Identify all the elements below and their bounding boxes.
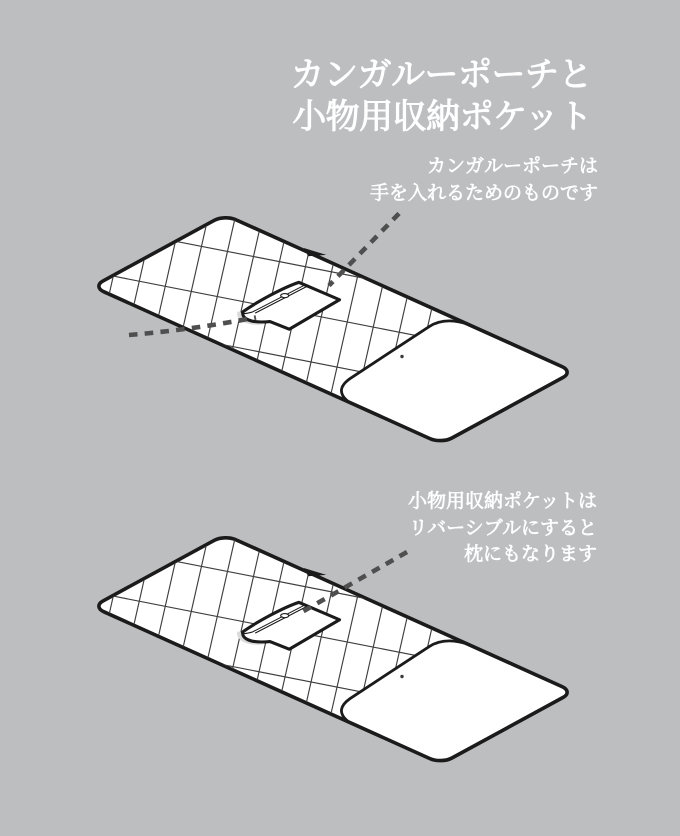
note-kangaroo-pouch-line1: カンガルーポーチは [426, 156, 598, 177]
page-title-line1: カンガルーポーチと [290, 56, 592, 94]
note-storage-pocket-line1: 小物用収納ポケットは [407, 491, 597, 512]
note-storage-pocket-line3: 枕にもなります [463, 544, 597, 565]
note-kangaroo-pouch-line2: 手を入れるためのものです [369, 182, 598, 204]
note-storage-pocket-line2: リバーシブルにすると [408, 517, 597, 539]
note-storage-pocket [408, 489, 597, 569]
page-title-line2: 小物用収納ポケット [292, 98, 592, 136]
note-kangaroo-pouch [370, 154, 598, 207]
leader-pouch-from-text [329, 214, 399, 286]
page-title [291, 54, 593, 138]
